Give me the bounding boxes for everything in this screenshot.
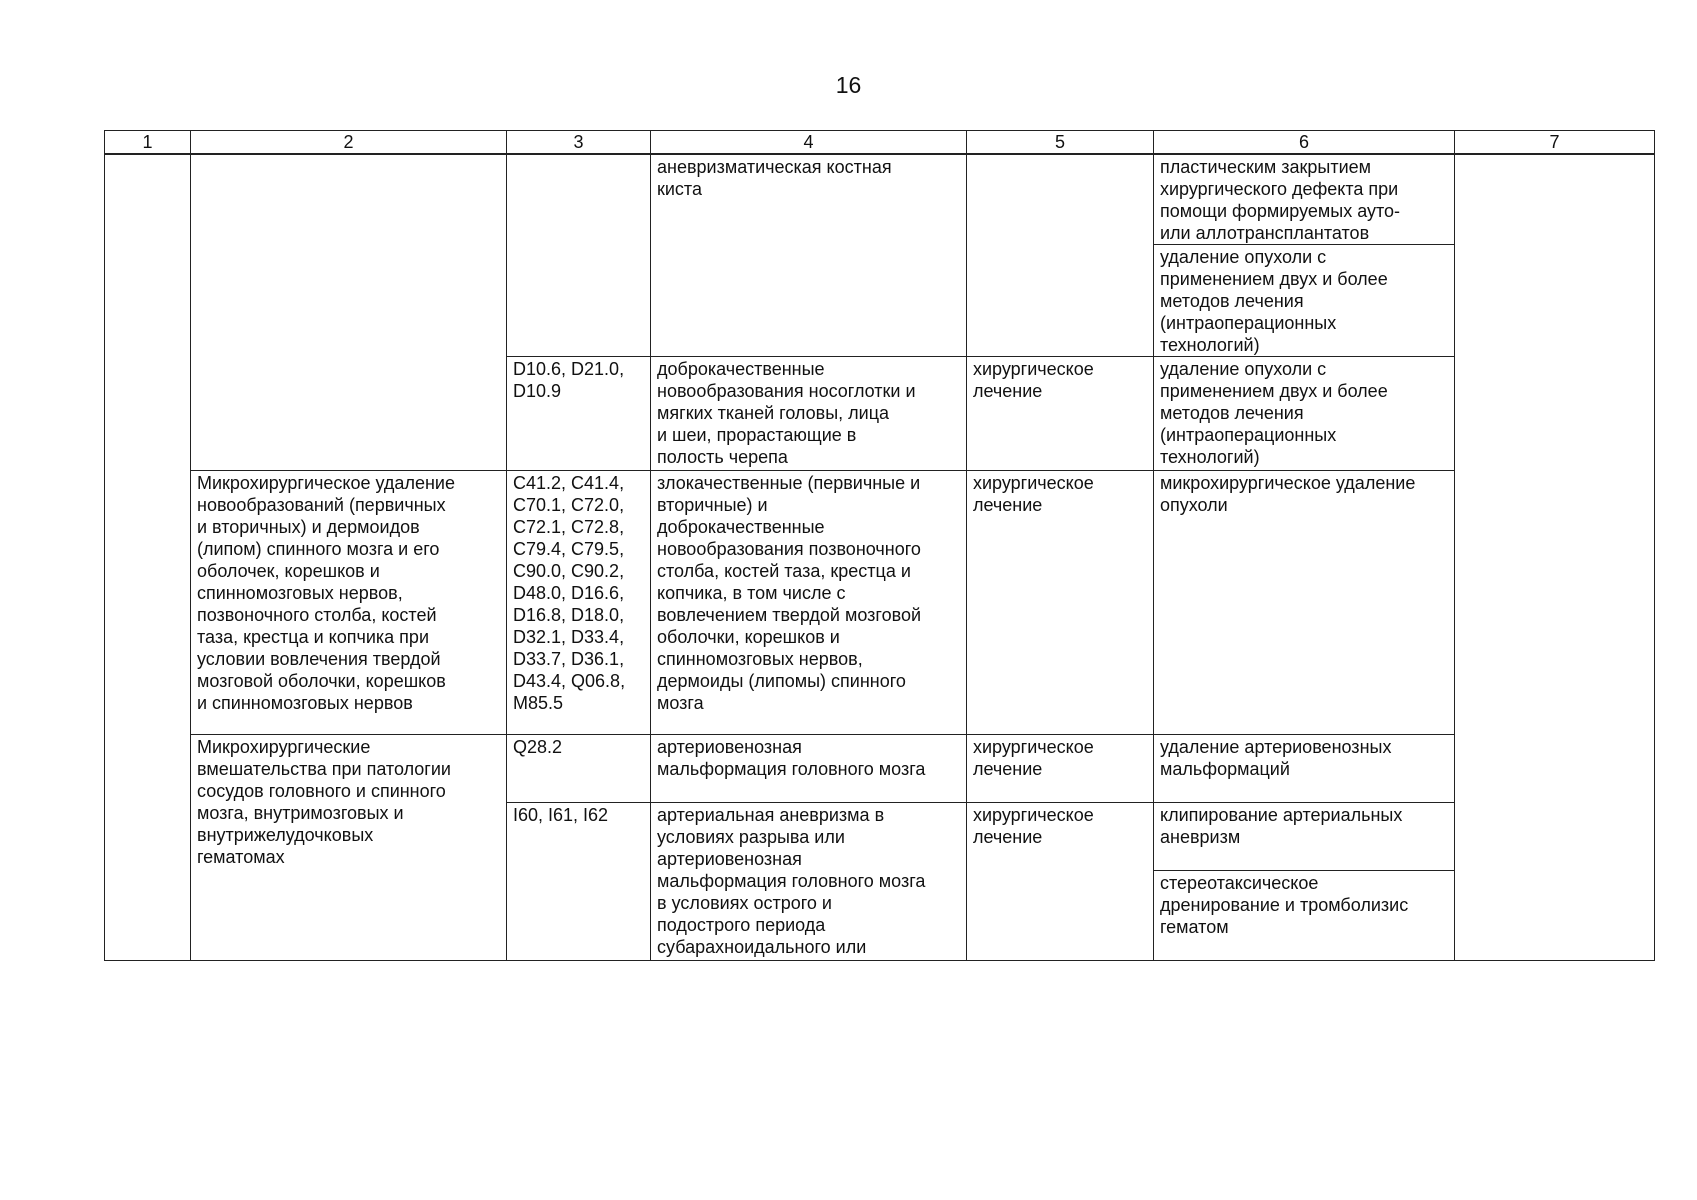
col4-cell: доброкачественные новообразования носоглотки и мягких тканей головы, лица и шеи, прорастающие в полость черепа <box>651 357 967 471</box>
col6-cell: клипирование артериальных аневризм <box>1154 803 1455 871</box>
col4-cell: аневризматическая костная киста <box>651 154 967 357</box>
col5-cell: хирургическое лечение <box>967 735 1154 803</box>
column-number-3: 3 <box>507 131 651 155</box>
col3-cell-empty <box>507 154 651 357</box>
column-number-7: 7 <box>1455 131 1655 155</box>
col2-cell-empty <box>191 154 507 471</box>
table-row <box>105 735 1655 803</box>
col1-cell <box>105 154 191 961</box>
table-row <box>105 471 1655 735</box>
col4-cell: злокачественные (первичные и вторичные) и доброкачественные новообразования позвоночного столба, костей таза, крестца и копчика, в том числе с вовлечением твердой мозговой оболочки, корешков и спинномозговых нервов, дермоиды (липомы) спинного мозга <box>651 471 967 735</box>
column-number-1: 1 <box>105 131 191 155</box>
col6-cell: пластическим закрытием хирургического дефекта при помощи формируемых ауто- или аллотрансплантатов <box>1154 154 1455 245</box>
column-number-5: 5 <box>967 131 1154 155</box>
col5-cell: хирургическое лечение <box>967 471 1154 735</box>
col3-cell: I60, I61, I62 <box>507 803 651 961</box>
col5-cell: хирургическое лечение <box>967 357 1154 471</box>
table-row <box>105 154 1655 245</box>
col2-cell: Микрохирургические вмешательства при патологии сосудов головного и спинного мозга, внутримозговых и внутрижелудочковых гематомах <box>191 735 507 961</box>
col3-cell: Q28.2 <box>507 735 651 803</box>
col6-cell: стереотаксическое дренирование и тромболизис гематом <box>1154 871 1455 961</box>
col7-cell <box>1455 154 1655 961</box>
col2-cell: Микрохирургическое удаление новообразований (первичных и вторичных) и дермоидов (липом) спинного мозга и его оболочек, корешков и спинномозговых нервов, позвоночного столба, костей таза, крестца и копчика при условии вовлечения твердой мозговой оболочки, корешков и спинномозговых нервов <box>191 471 507 735</box>
col6-cell: микрохирургическое удаление опухоли <box>1154 471 1455 735</box>
col5-cell-empty <box>967 154 1154 357</box>
col4-cell: артериальная аневризма в условиях разрыва или артериовенозная мальформация головного мозга в условиях острого и подострого периода субарахноидального или <box>651 803 967 961</box>
col5-cell: хирургическое лечение <box>967 803 1154 961</box>
column-number-row <box>105 131 1655 155</box>
col6-cell: удаление опухоли с применением двух и более методов лечения (интраоперационных технологий) <box>1154 357 1455 471</box>
col6-cell: удаление артериовенозных мальформаций <box>1154 735 1455 803</box>
col4-cell: артериовенозная мальформация головного мозга <box>651 735 967 803</box>
column-number-6: 6 <box>1154 131 1455 155</box>
procedures-table <box>104 130 1655 961</box>
column-number-2: 2 <box>191 131 507 155</box>
col3-cell: D10.6, D21.0, D10.9 <box>507 357 651 471</box>
col6-cell: удаление опухоли с применением двух и более методов лечения (интраоперационных технологий) <box>1154 245 1455 357</box>
column-number-4: 4 <box>651 131 967 155</box>
page-number: 16 <box>835 72 862 98</box>
col3-cell: C41.2, C41.4, C70.1, C72.0, C72.1, C72.8, C79.4, C79.5, C90.0, C90.2, D48.0, D16.6, D16.8, D18.0, D32.1, D33.4, D33.7, D36.1, D43.4, Q06.8, M85.5 <box>507 471 651 735</box>
